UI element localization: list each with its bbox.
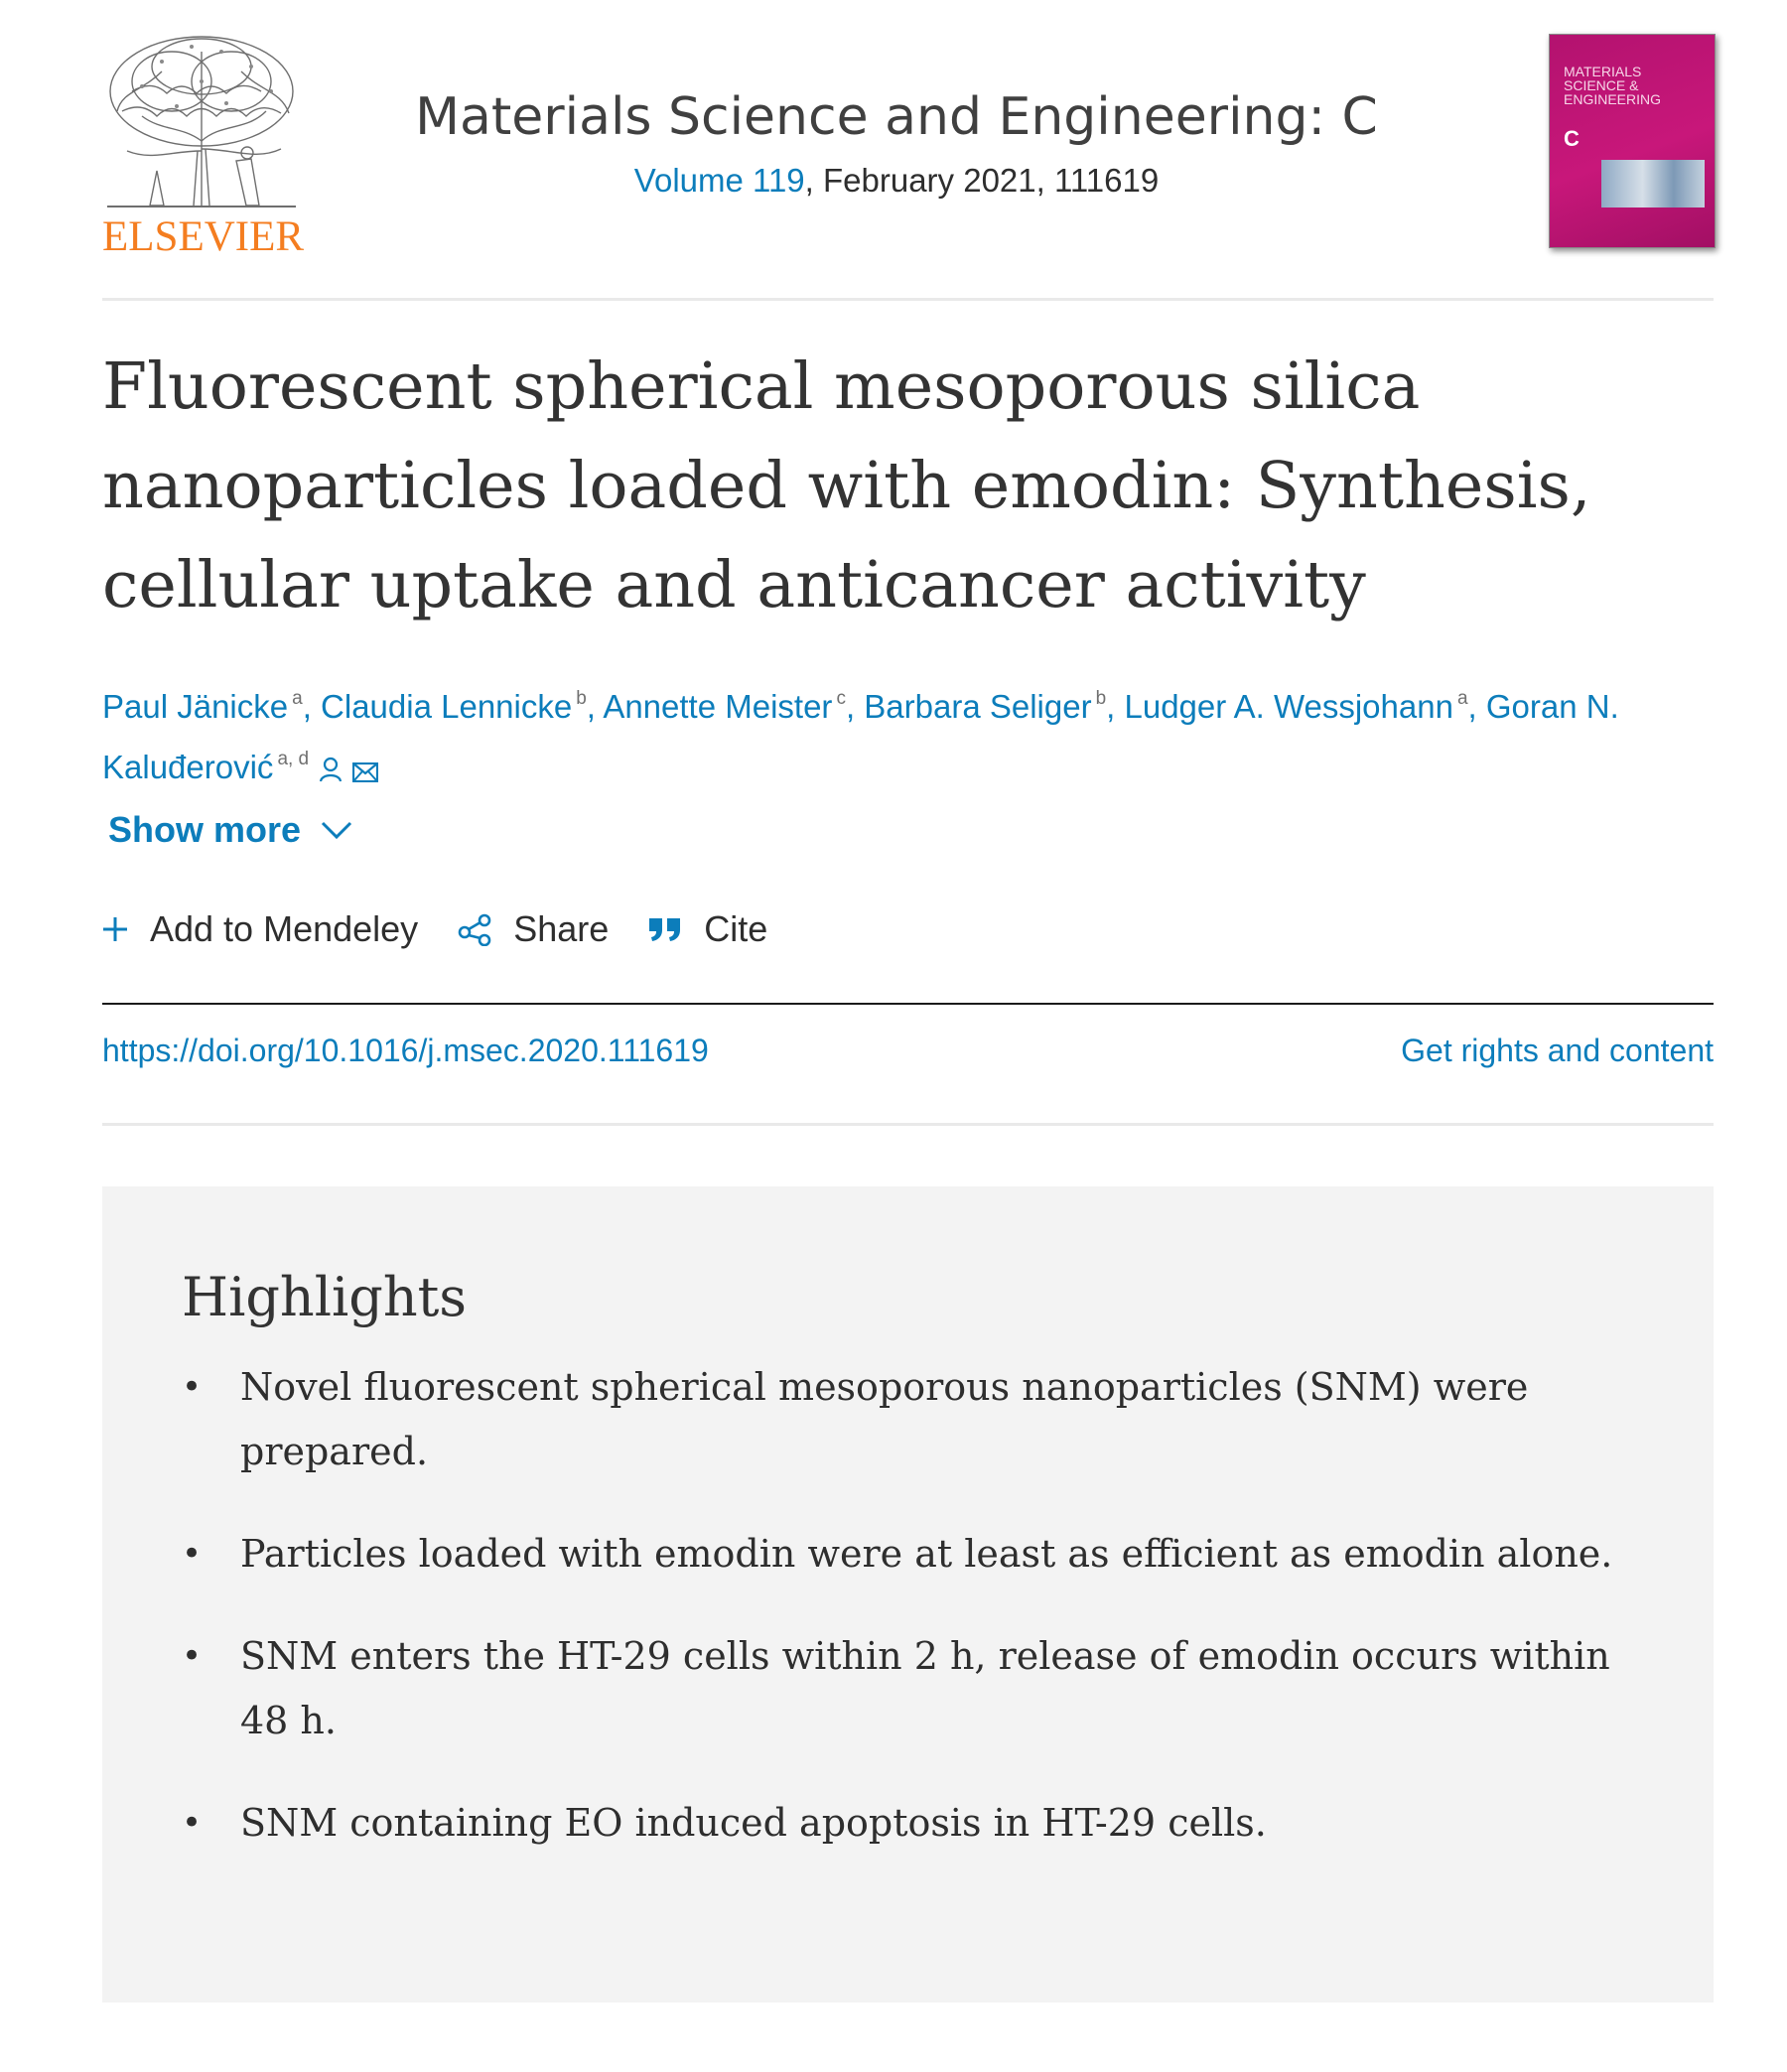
list-item: [182, 1624, 1631, 1753]
bullet: •: [182, 1636, 203, 1676]
affiliation-mark: a: [292, 688, 303, 709]
author-name: Goran N. Kaluđerović: [102, 688, 1619, 785]
journal-issue: [350, 162, 1443, 200]
journal-title[interactable]: Materials Science and Engineering: C: [415, 87, 1378, 147]
cite-button[interactable]: [648, 908, 767, 950]
list-item: [182, 1355, 1631, 1484]
volume-link[interactable]: Volume 119: [633, 162, 805, 200]
elsevier-wordmark: ELSEVIER: [102, 213, 305, 260]
author-name: Annette Meister: [603, 688, 833, 725]
show-more-button[interactable]: [108, 809, 352, 851]
quote-icon: [648, 916, 682, 942]
author-name: Paul Jänicke: [102, 688, 289, 725]
issue-date-article-number: , February 2021, 111619: [804, 162, 1160, 200]
author-name: Ludger A. Wessjohann: [1124, 688, 1453, 725]
add-to-mendeley-button[interactable]: [102, 908, 418, 950]
divider: [102, 1123, 1714, 1126]
divider: [102, 1003, 1714, 1005]
article-title: Fluorescent spherical mesoporous silica nanoparticles loaded with emodin: Synthesis, cellular uptake and anticancer activity: [102, 349, 1591, 622]
article-actions: [102, 908, 807, 950]
highlight-text: Particles loaded with emodin were at least as efficient as emodin alone.: [240, 1532, 1613, 1576]
cover-journal-name: MATERIALS SCIENCE & ENGINEERING: [1564, 64, 1662, 107]
author-link[interactable]: [1125, 688, 1468, 725]
highlight-text: Novel fluorescent spherical mesoporous nanoparticles (SNM) were prepared.: [240, 1365, 1529, 1473]
author-name: Barbara Seliger: [864, 688, 1092, 725]
list-item: [182, 1522, 1631, 1587]
author-name: Claudia Lennicke: [321, 688, 573, 725]
author-link[interactable]: [321, 688, 587, 725]
highlight-text: SNM enters the HT-29 cells within 2 h, release of emodin occurs within 48 h.: [240, 1634, 1610, 1742]
mendeley-label: Add to Mendeley: [150, 908, 419, 949]
affiliation-mark: a: [1456, 688, 1468, 709]
highlights-panel: [102, 1186, 1714, 2003]
envelope-icon[interactable]: [352, 745, 378, 797]
tree-logo-icon: [102, 32, 301, 210]
cover-image: [1601, 160, 1705, 207]
doi-link[interactable]: https://doi.org/10.1016/j.msec.2020.111619: [102, 1033, 709, 1068]
affiliation-mark: b: [576, 688, 587, 709]
journal-header: [102, 32, 1714, 260]
author-link[interactable]: [603, 688, 846, 725]
share-button[interactable]: [458, 908, 609, 950]
chevron-down-icon: [321, 820, 352, 840]
highlights-list: [182, 1355, 1631, 1893]
affiliation-mark: c: [836, 688, 846, 709]
highlight-text: SNM containing EO induced apoptosis in HT-29 cells.: [240, 1801, 1267, 1845]
person-icon[interactable]: [319, 745, 343, 797]
author-link[interactable]: [102, 688, 303, 725]
bullet: •: [182, 1534, 203, 1574]
share-icon: [458, 912, 491, 946]
get-rights-link[interactable]: Get rights and content: [1401, 1033, 1714, 1068]
author-link[interactable]: [864, 688, 1106, 725]
journal-info: [350, 86, 1443, 200]
affiliation-mark: b: [1095, 688, 1107, 709]
cover-letter: C: [1564, 126, 1580, 151]
author-list: Paul Jänicke $^a$, Claudia Lennicke $^b$, Annette Meister $^c$, Barbara Seliger $^b$, Ludger A. Wessjohann $^a$, Goran N. Kaluđerović $^{a, d}$: [102, 672, 1671, 797]
bullet: •: [182, 1367, 203, 1407]
plus-icon: [102, 916, 128, 942]
affiliation-mark: a, d: [277, 749, 310, 769]
show-more-label: Show more: [108, 809, 302, 850]
divider: [102, 298, 1714, 301]
share-label: Share: [513, 908, 610, 949]
highlights-heading: Highlights: [182, 1266, 468, 1328]
journal-cover-thumbnail[interactable]: [1549, 34, 1716, 248]
cite-label: Cite: [704, 908, 768, 949]
bullet: •: [182, 1803, 203, 1843]
elsevier-logo[interactable]: [102, 32, 305, 260]
list-item: [182, 1791, 1631, 1856]
